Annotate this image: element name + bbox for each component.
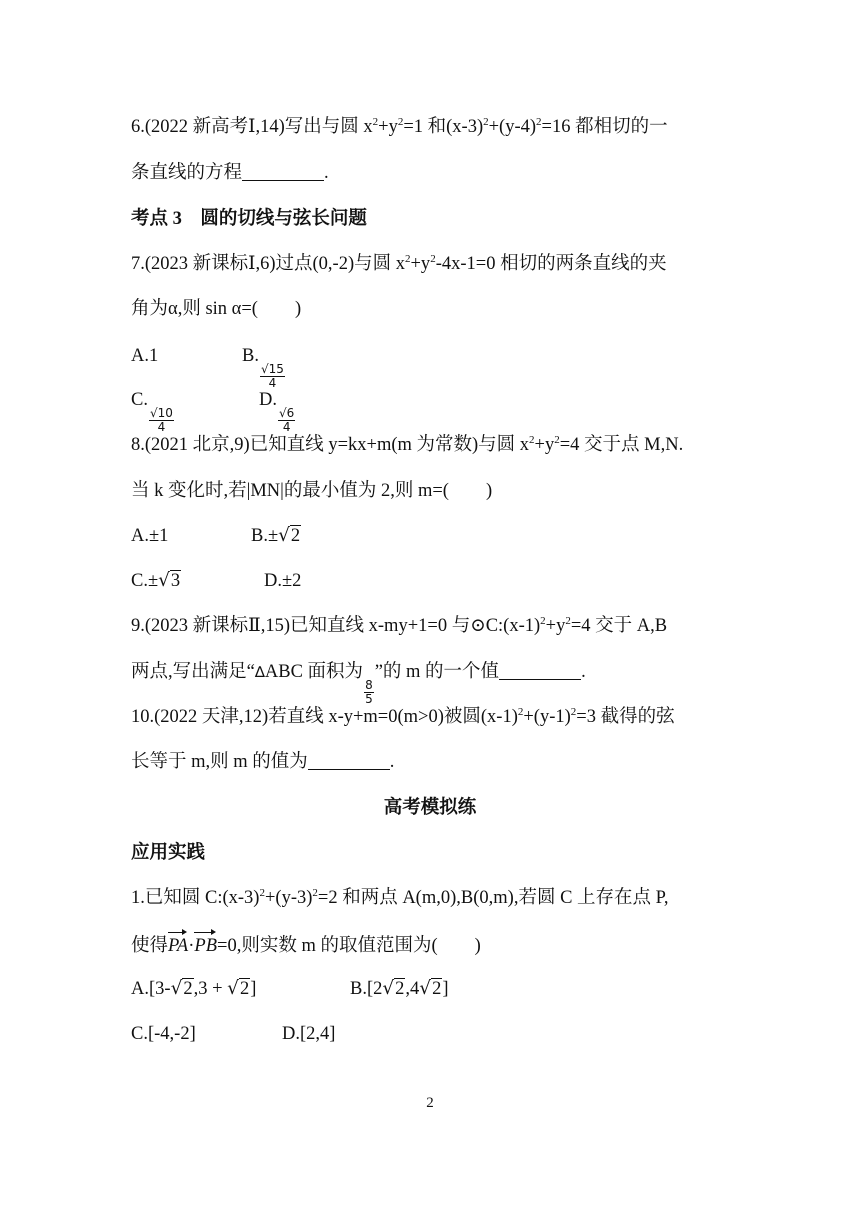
- q1-options-cd: [131, 1022, 336, 1046]
- q10-line1: 10.(2022 天津,12)若直线 x-y+m=0(m>0)被圆$(x-1)^2+(y-1)^2=3$ 截得的弦: [131, 706, 675, 727]
- q6-line1: 6.(2022 新高考Ⅰ,14)写出与圆 $x^2+y^2=1$ 和$(x-3)^2+(y-4)^2=16$ 都相切的一: [131, 116, 668, 137]
- answer-blank: [308, 752, 390, 770]
- option-d: D. $\frac{√6}{4}$: [259, 390, 295, 434]
- option-b: B.±√2: [251, 525, 301, 546]
- q8-options-cd: [131, 569, 302, 593]
- q6-line2: 条直线的方程 .: [131, 163, 329, 183]
- triangle-symbol: ∆: [254, 663, 265, 681]
- option-c: C.[-4,-2]: [131, 1024, 196, 1044]
- q8-options-ab: [131, 524, 301, 548]
- part-heading: 高考模拟练: [383, 798, 477, 818]
- option-c: C.±√3: [131, 570, 181, 591]
- q1-line2: 使得PA·PB=0,则实数 m 的取值范围为( ): [131, 932, 481, 958]
- option-a: A.1: [131, 346, 159, 366]
- option-b: B. $\frac{√15}{4}$: [242, 346, 284, 390]
- q7-line2: 角为α,则 sin α=( ): [131, 299, 302, 319]
- page-number: 2: [426, 1095, 434, 1111]
- vector-pb: PB: [194, 932, 217, 958]
- q7-options-ab: [131, 344, 284, 390]
- section-heading: 考点 3 圆的切线与弦长问题: [131, 209, 367, 229]
- option-b: B.[2√2,4√2]: [350, 978, 449, 999]
- q7-line1: 7.(2023 新课标Ⅰ,6)过点(0,-2)与圆 $x^2+y^2-4x-1=0$ 相切的两条直线的夹: [131, 253, 667, 274]
- q9-line2: 两点,写出满足“∆ABC 面积为 $\frac{8}{5}$ ”的 m 的一个值 .: [131, 662, 586, 706]
- q7-options-cd: [131, 388, 295, 434]
- vector-pa: PA: [168, 932, 188, 958]
- q1-options-ab: [131, 977, 449, 1001]
- q1-line1: 1.已知圆 $C:(x-3)^2+(y-3)^2=2$ 和两点 A(m,0),B(0,m),若圆 C 上存在点 P,: [131, 887, 669, 908]
- option-c: C. $\frac{√10}{4}$: [131, 390, 173, 434]
- option-d: D.[2,4]: [282, 1024, 336, 1044]
- q9-line1: 9.(2023 新课标Ⅱ,15)已知直线 x-my+1=0 与$⊙C:(x-1)^2+y^2=4$ 交于 A,B: [131, 615, 668, 636]
- q8-line2: 当 k 变化时,若|MN|的最小值为 2,则 m=( ): [131, 481, 493, 501]
- option-a: A.[3-√2,3 + √2]: [131, 978, 257, 999]
- q10-line2: 长等于 m,则 m 的值为 .: [131, 752, 395, 772]
- option-d: D.±2: [264, 571, 302, 591]
- subheading: 应用实践: [131, 843, 206, 863]
- answer-blank: [242, 163, 324, 181]
- q8-line1: 8.(2021 北京,9)已知直线 y=kx+m(m 为常数)与圆 $x^2+y^2=4$ 交于点 M,N.: [131, 434, 684, 455]
- answer-blank: [499, 662, 581, 680]
- option-a: A.±1: [131, 526, 169, 546]
